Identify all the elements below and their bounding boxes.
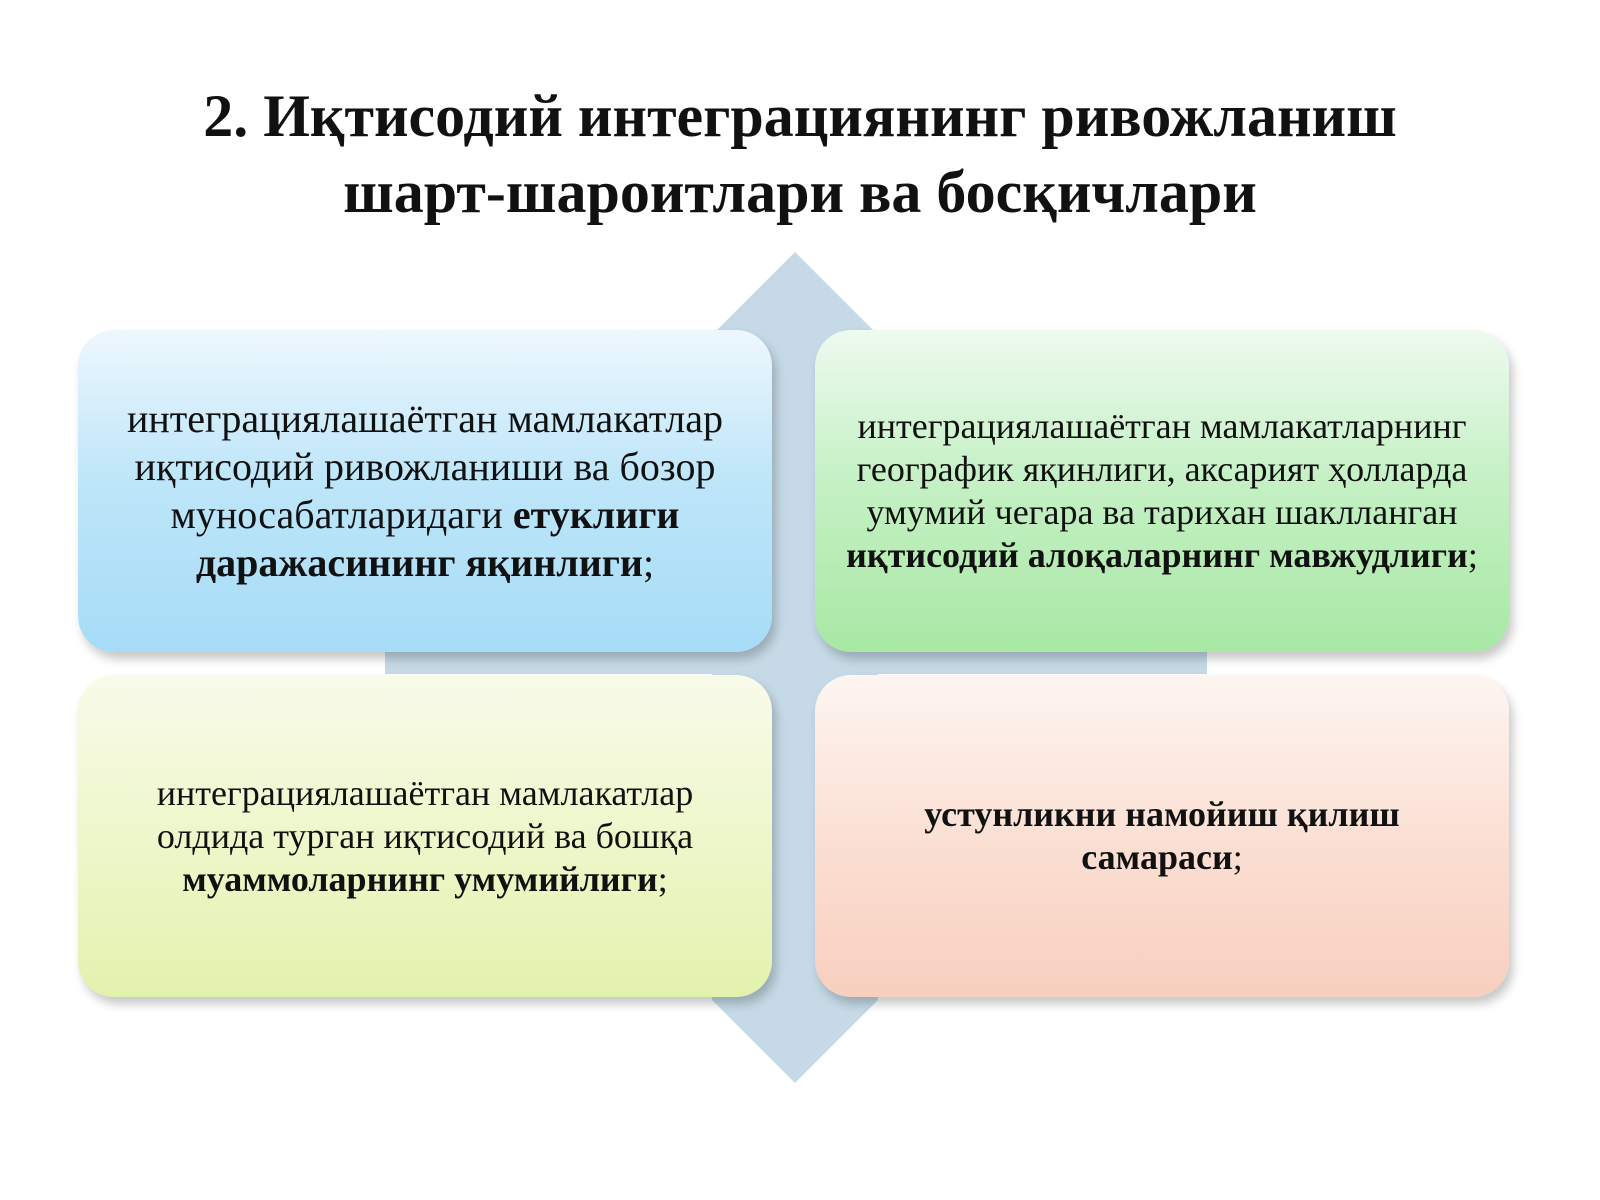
condition-text-bottom-right	[845, 793, 1479, 879]
condition-normal-text: интеграциялашаётган мамлакатлар олдида турган иқтисодий ва бошқа	[156, 772, 694, 856]
condition-box-bottom-left	[78, 675, 772, 997]
condition-box-bottom-right	[815, 675, 1509, 997]
condition-bold-text: иқтисодий алоқаларнинг мавжудлиги	[846, 535, 1468, 575]
condition-normal-text: интеграциялашаётган мамлакатларнинг географик яқинлиги, аксарият ҳолларда умумий чегара ва тарихан шаклланган	[856, 406, 1468, 532]
condition-normal-text: интеграциялашаётган мамлакатлар иқтисодий ривожланиши ва бозор муносабатларидаги	[126, 396, 724, 537]
title-line-1: 2. Иқтисодий интеграциянинг ривожланиш	[203, 83, 1397, 149]
condition-tail-text: ;	[657, 858, 668, 899]
condition-box-top-right	[815, 330, 1509, 652]
condition-tail-text: ;	[1467, 535, 1478, 575]
condition-tail-text: ;	[1232, 837, 1243, 877]
title-line-2: шарт-шароитлари ва босқичлари	[343, 159, 1257, 225]
condition-bold-text: устунликни намойиш қилиш самараси	[924, 794, 1400, 877]
condition-text-top-right	[845, 405, 1479, 577]
condition-tail-text: ;	[642, 540, 655, 585]
condition-box-top-left	[78, 330, 772, 652]
condition-text-bottom-left	[108, 772, 742, 901]
condition-bold-text: муаммоларнинг умумийлиги	[182, 858, 658, 899]
condition-text-top-left	[108, 395, 742, 587]
condition-bold-text: етуклиги даражасининг яқинлиги	[195, 492, 680, 585]
